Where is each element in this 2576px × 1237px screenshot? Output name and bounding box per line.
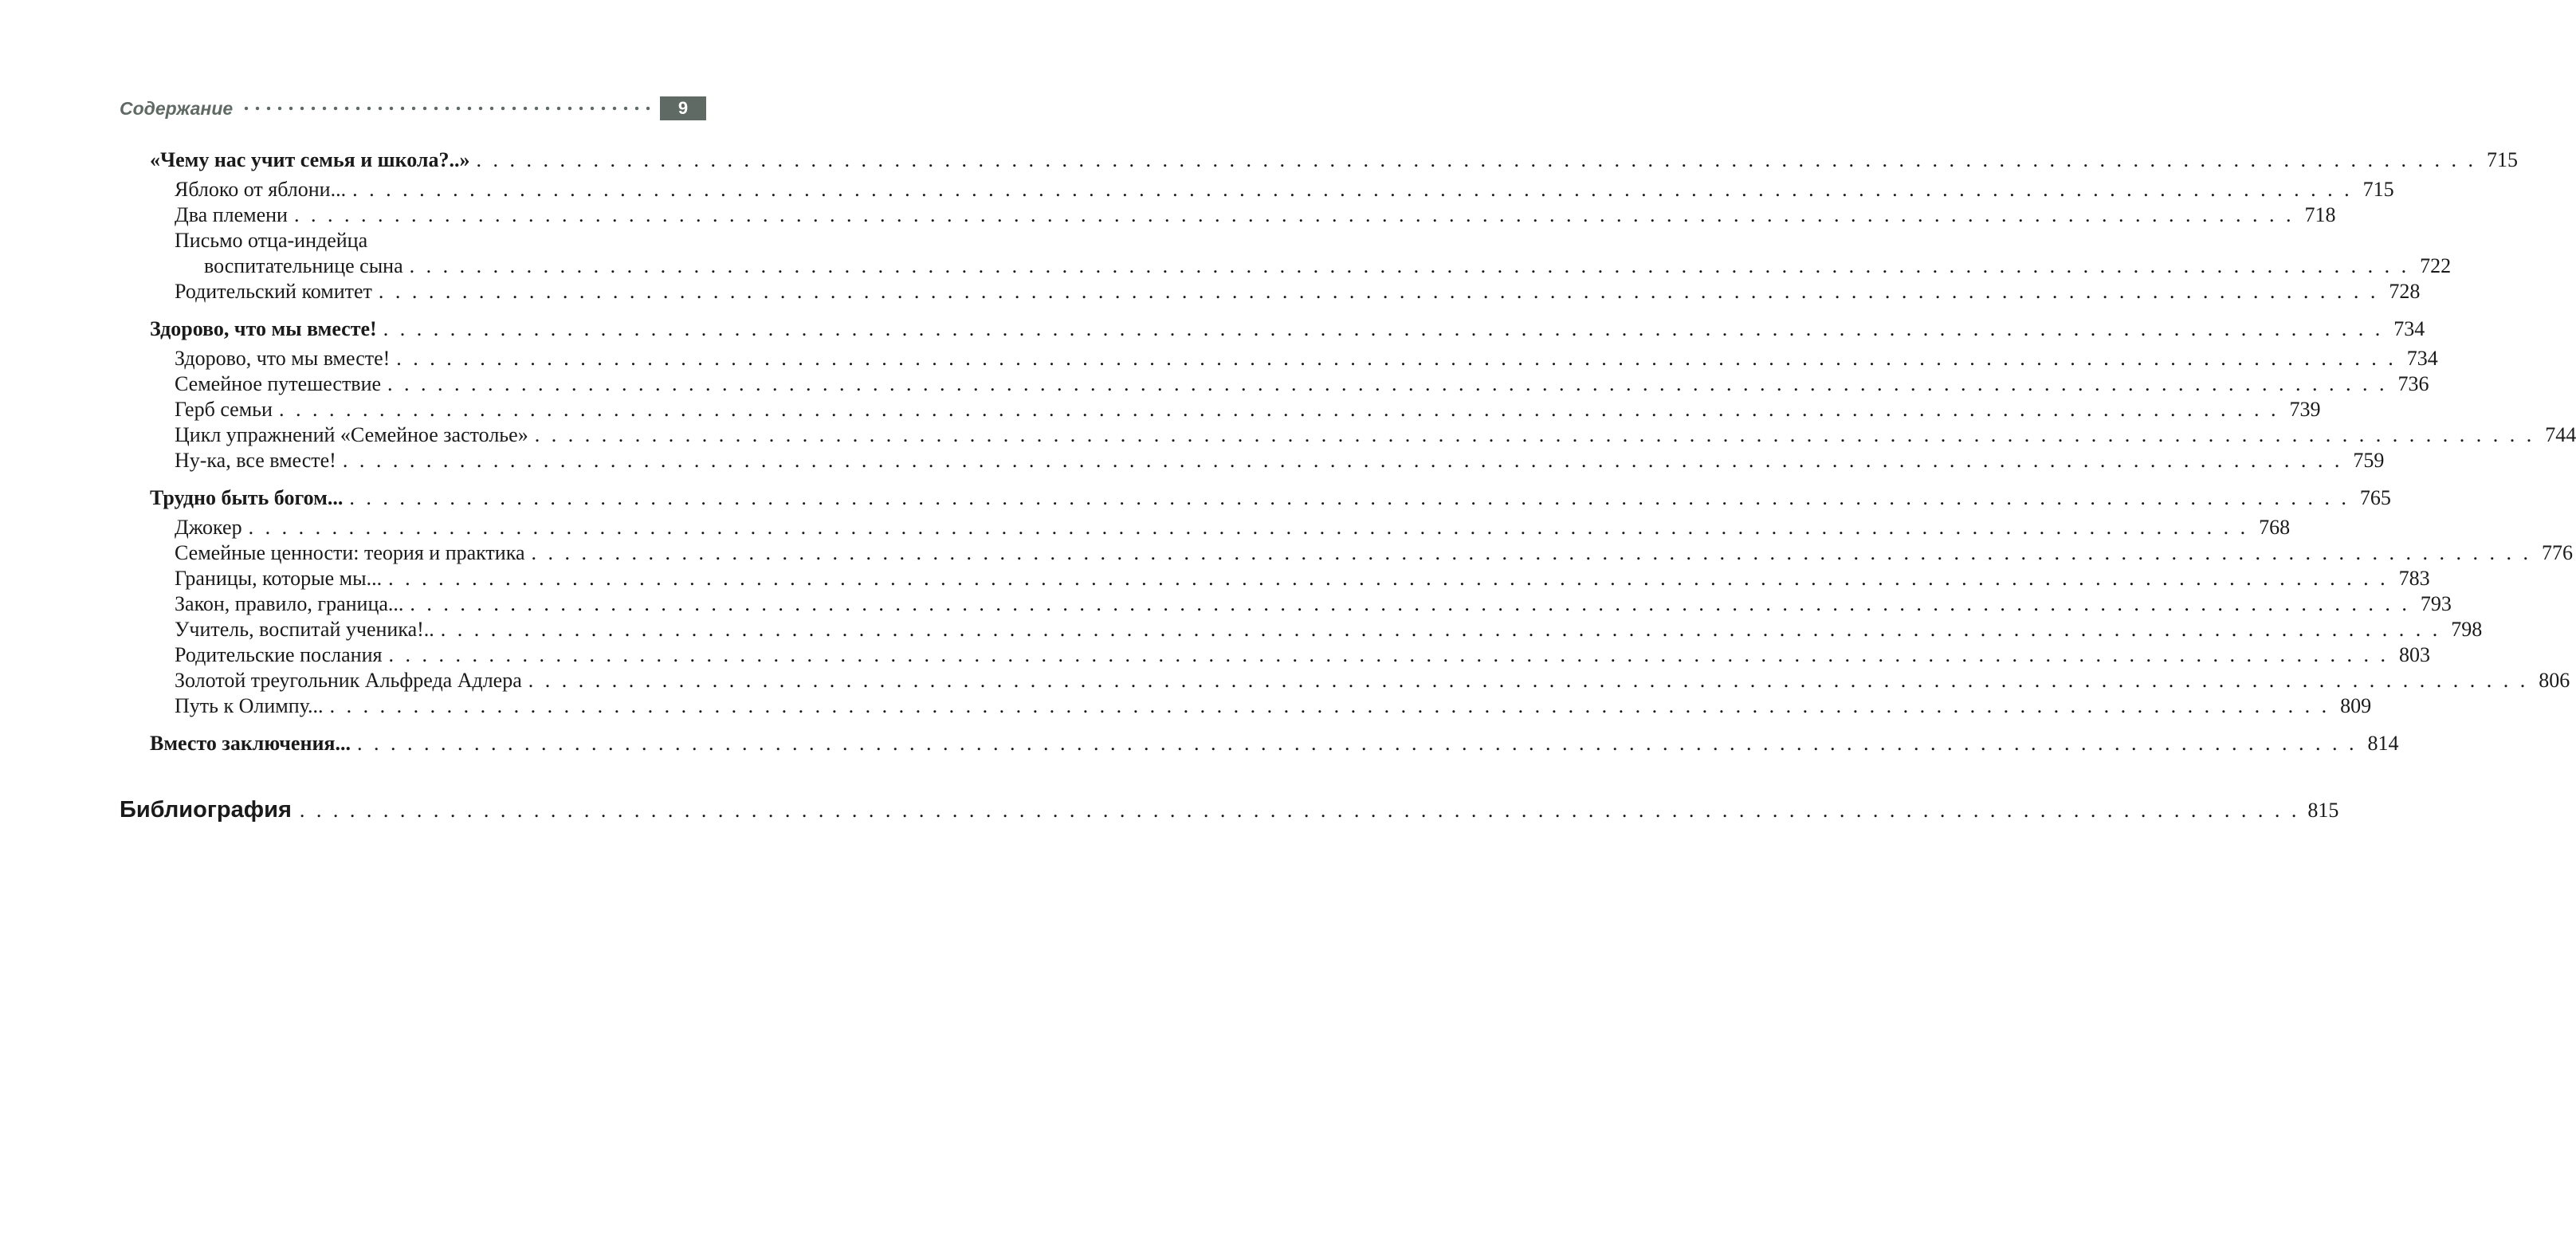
toc-entry-page: 776 [2542,541,2573,564]
toc-section [150,147,2519,304]
toc-entry[interactable] [150,617,2483,642]
toc-entry-title: Здорово, что мы вместе! [150,317,377,340]
dot-leader: . . . . . . . . . . . . . . . . . . . . . . . . . . . . . . . . . . . . . . . . . . . . . . . . . . . . . . . . . . . . . . . . . . . . . . . . . . . . . . . . . . . . . . . . . . . . . . . . . . . . . . . . . . . . . . . . . . . . . . . . [293,203,2295,226]
toc-entry-page: 728 [2389,280,2421,303]
toc-entry-page: 759 [2353,449,2385,472]
toc-entry-title: Семейное путешествие [175,372,382,395]
toc-entry[interactable] [150,279,2421,304]
dot-leader: . . . . . . . . . . . . . . . . . . . . . . . . . . . . . . . . . . . . . . . . . . . . . . . . . . . . . . . . . . . . . . . . . . . . . . . . . . . . . . . . . . . . . . . . . . . . . . . . . . . . . . . . . . . . . . . . . . . . . . . . [248,516,2249,539]
dot-leader: . . . . . . . . . . . . . . . . . . . . . . . . . . . . . . . . . . . . . . . . . . . . . . . . . . . . . . . . . . . . . . . . . . . . . . . . . . . . . . . . . . . . . . . . . . . . . . . . . . . . . . . . . . . . . . . . . . . . . . . . [528,669,2529,692]
toc-entry-page: 768 [2259,516,2291,539]
toc-section [150,316,2576,473]
toc-section [150,485,2573,719]
toc-section-heading[interactable] [150,147,2519,174]
toc-entry[interactable] [150,371,2429,397]
toc-entry-continuation[interactable] [150,253,2452,279]
dot-leader: . . . . . . . . . . . . . . . . . . . . . . . . . . . . . . . . . . . . . . . . . . . . . . . . . . . . . . . . . . . . . . . . . . . . . . . . . . . . . . . . . . . . . . . . . . . . . . . . . . . . . . . . . . . . . . . . . . . . . . . . [396,347,2397,370]
toc-entry-title: Библиография [120,797,292,823]
toc-entry-page: 814 [2367,732,2399,755]
dot-leader: . . . . . . . . . . . . . . . . . . . . . . . . . . . . . . . . . . . . . . . . . . . . . . . . . . . . . . . . . . . . . . . . . . . . . . . . . . . . . . . . . . . . . . . . . . . . . . . . . . . . . . . . . . . . . . . . . . . . . . . . [534,423,2535,446]
toc-entry[interactable] [150,177,2394,202]
dot-leader: . . . . . . . . . . . . . . . . . . . . . . . . . . . . . . . . . . . . . . . . . . . . . . . . . . . . . . . . . . . . . . . . . . . . . . . . . . . . . . . . . . . . . . . . . . . . . . . . . . . . . . . . . . . . . . . . . . . . . . . . [388,567,2389,590]
dot-leader: . . . . . . . . . . . . . . . . . . . . . . . . . . . . . . . . . . . . . . . . . . . . . . . . . . . . . . . . . . . . . . . . . . . . . . . . . . . . . . . . . . . . . . . . . . . . . . . . . . . . . . . . . . . . . . . . . . . . . . . . [278,398,2280,421]
toc-entry-title: Вместо заключения... [150,732,351,755]
toc-entry-page: 798 [2451,618,2483,641]
dot-leader: . . . . . . . . . . . . . . . . . . . . . . . . . . . . . . . . . . . . . . . . . . . . . . . . . . . . . . . . . . . . . . . . . . . . . . . . . . . . . . . . . . . . . . . . . . . . . . . . . . . . . . . . . . . . . . . . . . . . . . . . [378,280,2379,303]
toc-entry-page: 793 [2420,592,2452,615]
toc-entry[interactable] [150,346,2438,371]
toc-entry[interactable] [150,668,2570,693]
toc-entry-title: Герб семьи [175,398,273,421]
toc-entry[interactable] [150,642,2430,668]
page-number-badge: 9 [660,96,706,120]
table-of-contents [150,147,2576,768]
dot-leader: . . . . . . . . . . . . . . . . . . . . . . . . . . . . . . . . . . . . . . . . . . . . . . . . . . . . . . . . . . . . . . . . . . . . . . . . . . . . . . . . . . . . . . . . . . . . . . . . . . . . . . . . . . . . . . . . . . . . . . . . [476,148,2477,171]
toc-entry-page: 806 [2539,669,2570,692]
running-header [120,95,706,122]
dot-leader: . . . . . . . . . . . . . . . . . . . . . . . . . . . . . . . . . . . . . . . . . . . . . . . . . . . . . . . . . . . . . . . . . . . . . . . . . . . . . . . . . . . . . . . . . . . . . . . . . . . . . . . . . . . . . . . . . . . . . . . . [349,486,2350,509]
toc-entry[interactable] [150,202,2336,228]
toc-entry-page: 765 [2359,486,2391,509]
toc-entry-title: Семейные ценности: теория и практика [175,541,525,564]
toc-entry-page: 783 [2398,567,2430,590]
toc-entry-title: Путь к Олимпу... [175,694,324,717]
toc-entry[interactable] [150,693,2372,719]
toc-entry-title: Джокер [175,516,242,539]
toc-entry-page: 739 [2289,398,2321,421]
toc-entry-page: 809 [2340,694,2372,717]
toc-entry[interactable] [150,540,2573,566]
dot-leader: . . . . . . . . . . . . . . . . . . . . . . . . . . . . . . . . . . . . . . . . . . . . . . . . . . . . . . . . . . . . . . . . . . . . . . . . . . . . . . . . . . . . . . . . . . . . . . . . . . . . . . . . . . . . . . . . . . . . . . . . [410,592,2410,615]
toc-entry[interactable] [150,448,2385,473]
toc-section-heading[interactable] [150,316,2425,343]
toc-entry[interactable] [150,397,2321,422]
dot-leader: . . . . . . . . . . . . . . . . . . . . . . . . . . . . . . . . . . . . . . . . . . . . . . . . . . . . . . . . . . . . . . . . . . . . . . . . . . . . . . . . . . . . . . . . . . . . . . . . . . . . . . . . . . . . . . . . . . . . . . . . [409,254,2410,277]
dot-leader: . . . . . . . . . . . . . . . . . . . . . . . . . . . . . . . . . . . . . . . . . . . . . . . . . . . . . . . . . . . . . . . . . . . . . . . . . . . . . . . . . . . . . . . . . . . . . . . . . . . . . . . . . . . . . . . . . . . . . . . . [342,449,2343,472]
dot-leader: . . . . . . . . . . . . . . . . . . . . . . . . . . . . . . . . . . . . . . . . . . . . . . . . . . . . . . . . . . . . . . . . . . . . . . . . . . . . . . . . . . . . . . . . . . . . . . . . . . . . . . . . . . . . . . . . . . . . . . . . [531,541,2531,564]
toc-entry-title: Закон, правило, граница... [175,592,404,615]
toc-entry-title: Родительский комитет [175,280,372,303]
toc-section-heading[interactable] [150,485,2391,512]
toc-entry-page: 734 [2393,317,2425,340]
toc-entry-page: 715 [2362,178,2394,201]
header-dot-leader [241,95,654,122]
toc-section-heading[interactable] [150,730,2399,757]
toc-entry-title: Цикл упражнений «Семейное застолье» [175,423,528,446]
dot-leader: . . . . . . . . . . . . . . . . . . . . . . . . . . . . . . . . . . . . . . . . . . . . . . . . . . . . . . . . . . . . . . . . . . . . . . . . . . . . . . . . . . . . . . . . . . . . . . . . . . . . . . . . . . . . . . . . . . . . . . . . [388,643,2389,666]
toc-entry-title: Трудно быть богом... [150,486,344,509]
toc-entry[interactable] [150,566,2430,591]
dot-leader: . . . . . . . . . . . . . . . . . . . . . . . . . . . . . . . . . . . . . . . . . . . . . . . . . . . . . . . . . . . . . . . . . . . . . . . . . . . . . . . . . . . . . . . . . . . . . . . . . . . . . . . . . . . . . . . . . . . . . . . . [383,317,2384,340]
toc-entry-title: Ну-ка, все вместе! [175,449,336,472]
toc-entry-title: Письмо отца-индейца [175,229,368,252]
dot-leader: . . . . . . . . . . . . . . . . . . . . . . . . . . . . . . . . . . . . . . . . . . . . . . . . . . . . . . . . . . . . . . . . . . . . . . . . . . . . . . . . . . . . . . . . . . . . . . . . . . . . . . . . . . . . . . . . . . . . . . . . [440,618,2441,641]
toc-entry-page: 734 [2406,347,2438,370]
toc-entry-title: Яблоко от яблони... [175,178,347,201]
toc-entry-page: 722 [2420,254,2452,277]
toc-entry-title: Золотой треугольник Альфреда Адлера [175,669,522,692]
running-header-title: Содержание [120,97,234,119]
toc-entry[interactable] [150,422,2576,448]
toc-entry[interactable] [150,591,2452,617]
dot-leader: . . . . . . . . . . . . . . . . . . . . . . . . . . . . . . . . . . . . . . . . . . . . . . . . . . . . . . . . . . . . . . . . . . . . . . . . . . . . . . . . . . . . . . . . . . . . . . . . . . . . . . . . . . . . . . . . . . . . . . . . [387,372,2388,395]
toc-entry-title: Два племени [175,203,288,226]
toc-section [150,730,2399,757]
dot-leader: . . . . . . . . . . . . . . . . . . . . . . . . . . . . . . . . . . . . . . . . . . . . . . . . . . . . . . . . . . . . . . . . . . . . . . . . . . . . . . . . . . . . . . . . . . . . . . . . . . . . . . . . . . . . . . . . . . . . . . . . [352,178,2353,201]
toc-entry-page: 815 [2307,799,2339,822]
toc-entry-page: 803 [2398,643,2430,666]
toc-entry-title: воспитательнице сына [204,254,403,277]
toc-entry-title: Родительские послания [175,643,383,666]
toc-entry-title: «Чему нас учит семья и школа?..» [150,148,470,171]
toc-entry-page: 736 [2397,372,2429,395]
toc-entry[interactable] [150,515,2291,540]
toc-entry-page: 715 [2487,148,2519,171]
dot-leader: . . . . . . . . . . . . . . . . . . . . . . . . . . . . . . . . . . . . . . . . . . . . . . . . . . . . . . . . . . . . . . . . . . . . . . . . . . . . . . . . . . . . . . . . . . . . . . . . . . . . . . . . . . . . . . . . . . . . . . . . [329,694,2331,717]
toc-entry-page: 744 [2545,423,2576,446]
toc-entry-page: 718 [2304,203,2336,226]
toc-entry-title: Здорово, что мы вместе! [175,347,391,370]
dot-leader: . . . . . . . . . . . . . . . . . . . . . . . . . . . . . . . . . . . . . . . . . . . . . . . . . . . . . . . . . . . . . . . . . . . . . . . . . . . . . . . . . . . . . . . . . . . . . . . . . . . . . . . . . . . . . . . . . . . . . . . . [357,732,2358,755]
toc-entry [150,228,660,253]
dot-leader: . . . . . . . . . . . . . . . . . . . . . . . . . . . . . . . . . . . . . . . . . . . . . . . . . . . . . . . . . . . . . . . . . . . . . . . . . . . . . . . . . . . . . . . . . . . . . . . . . . . . . . . . . . . . . . . . . . . . . . . . [299,799,2300,822]
toc-entry-title: Границы, которые мы... [175,567,383,590]
toc-entry-bibliography[interactable] [120,797,2339,823]
toc-entry-title: Учитель, воспитай ученика!.. [175,618,434,641]
